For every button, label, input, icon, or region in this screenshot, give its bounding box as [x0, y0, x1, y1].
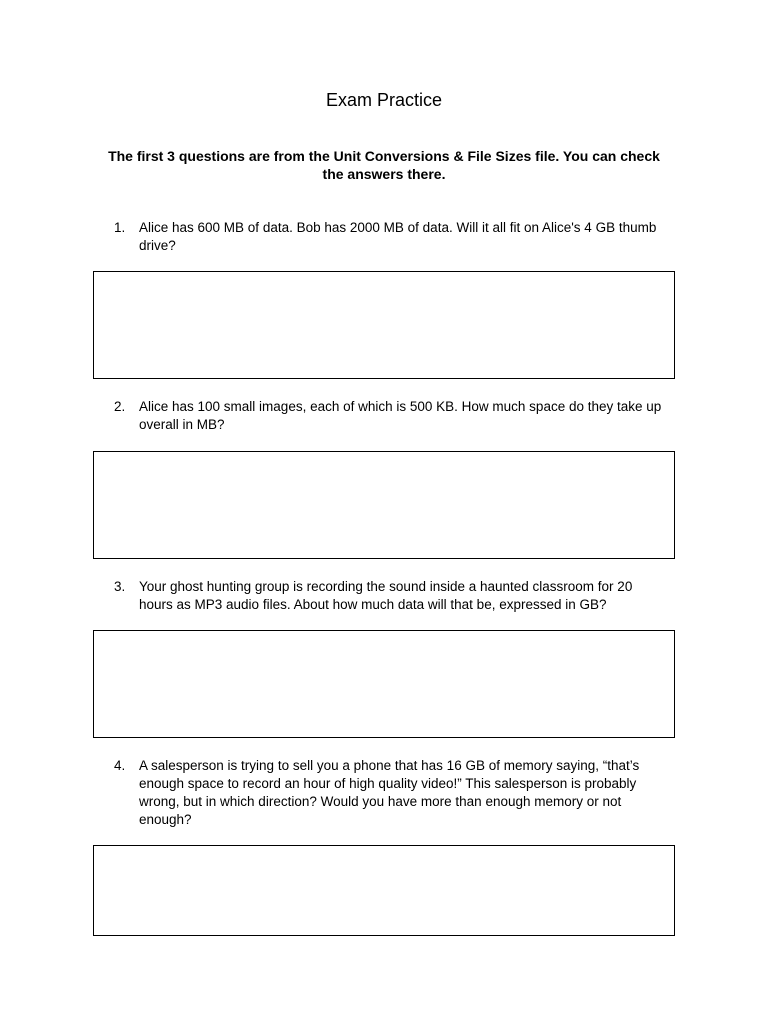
answer-box-3[interactable]: [93, 630, 675, 738]
question-2: [107, 398, 667, 434]
question-number: 2.: [114, 399, 126, 414]
intro-text: The first 3 questions are from the Unit Conversions & File Sizes file. You can check the answers there.: [108, 148, 660, 182]
question-number: 3.: [114, 579, 126, 594]
question-4: [107, 757, 667, 829]
question-text: Alice has 600 MB of data. Bob has 2000 MB of data. Will it all fit on Alice's 4 GB thumb drive?: [139, 220, 657, 253]
question-number: 4.: [114, 758, 126, 773]
question-1: [107, 219, 667, 255]
answer-box-4[interactable]: [93, 845, 675, 936]
answer-box-2[interactable]: [93, 451, 675, 559]
question-number: 1.: [114, 220, 126, 235]
question-text: Your ghost hunting group is recording the sound inside a haunted classroom for 20 hours as MP3 audio files. About how much data will that be, expressed in GB?: [139, 579, 633, 612]
page-title: Exam Practice: [325, 90, 443, 110]
question-text: A salesperson is trying to sell you a phone that has 16 GB of memory saying, “that’s enough space to record an hour of high quality video!” This salesperson is probably wrong, but in which direction? Would you have more than enough memory or not enough?: [139, 758, 640, 827]
answer-box-1[interactable]: [93, 271, 675, 379]
question-text: Alice has 100 small images, each of which is 500 KB. How much space do they take up overall in MB?: [139, 399, 662, 432]
question-3: [107, 578, 667, 614]
